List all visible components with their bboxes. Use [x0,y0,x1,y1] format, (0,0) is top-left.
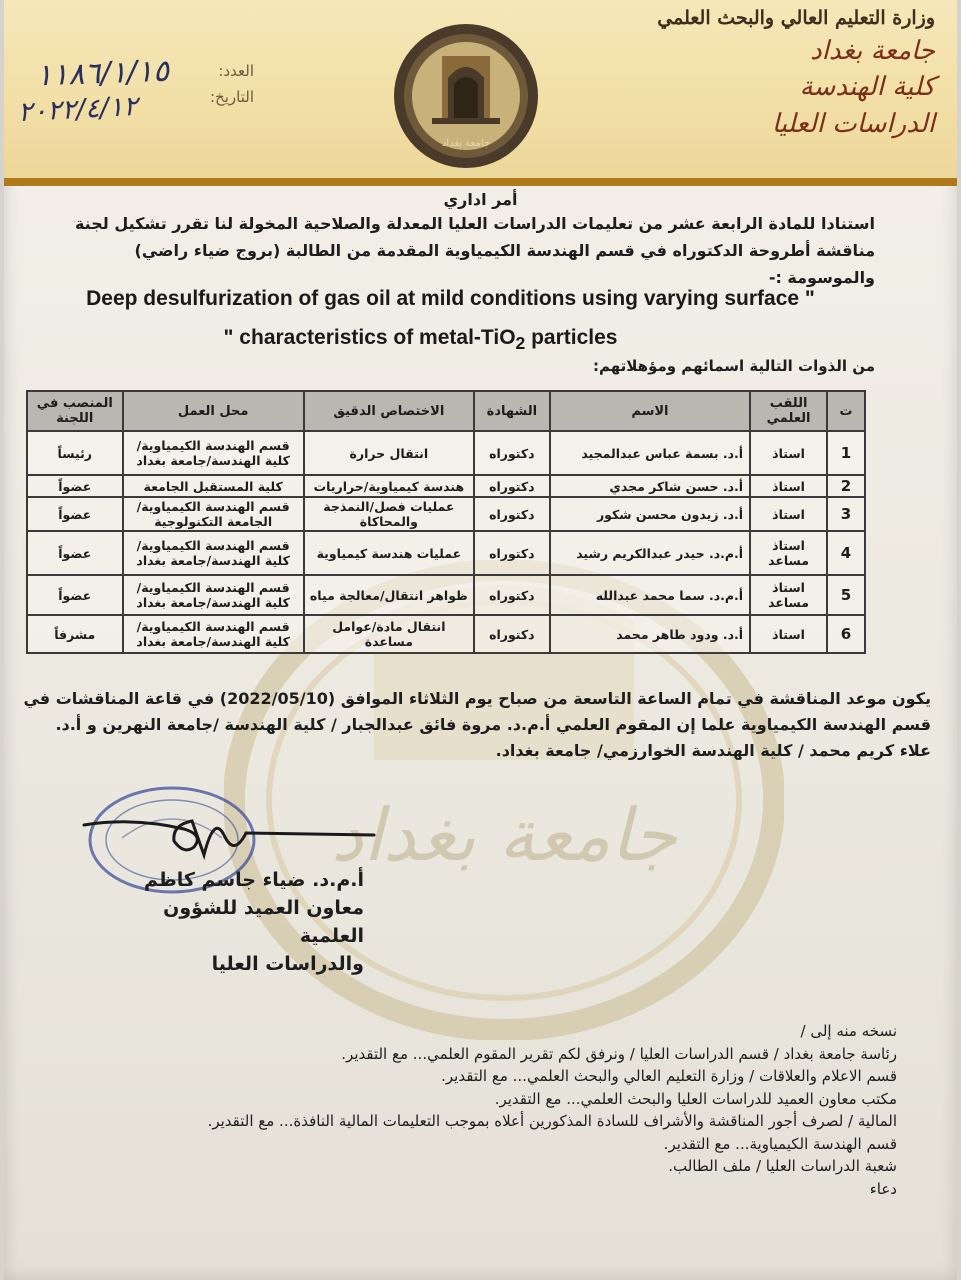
reference-labels [210,58,254,110]
cell-specialization: انتقال حرارة [304,431,474,475]
thesis-title-line2 [4,326,897,354]
department-name: الدراسات العليا [771,109,935,140]
cell-role: عضواً [27,531,123,575]
signature-icon [74,795,394,875]
cell-workplace: قسم الهندسة الكيمياوية/كلية الهندسة/جامعة بغداد [123,431,304,475]
cell-specialization: ظواهر انتقال/معالجة مياه [304,575,474,615]
cell-degree: دكتوراه [474,475,550,497]
list-item: شعبة الدراسات العليا / ملف الطالب. [668,1157,897,1175]
cell-name: أ.م.د. حيدر عبدالكريم رشيد [550,531,750,575]
list-item: مكتب معاون العميد للدراسات العليا والبحث العلمي... مع التقدير. [494,1089,897,1108]
ministry-name: وزارة التعليم العالي والبحث العلمي [657,7,935,29]
list-item: المالية / لصرف أجور المناقشة والأشراف للسادة المذكورين أعلاه بموجب التعليمات المالية النافذة... مع التقدير. [207,1112,897,1130]
cell-role: عضواً [27,497,123,531]
cell-name: أ.د. ودود طاهر محمد [550,615,750,653]
letterhead-institution [657,8,935,139]
cell-workplace: قسم الهندسة الكيمياوية/كلية الهندسة/جامعة بغداد [123,575,304,615]
college-name: كلية الهندسة [799,72,935,103]
copies-list [117,1020,897,1200]
thesis-title-line1: Deep desulfurization of gas oil at mild conditions using varying surface " [86,287,815,310]
col-header-title: اللقب العلمي [750,391,827,431]
table-row [27,531,865,575]
table-header-row [27,391,865,431]
table-row [27,615,865,653]
typist-initials: دعاء [869,1179,897,1198]
cell-specialization: هندسة كيمياوية/حراريات [304,475,474,497]
table-row [27,575,865,615]
cell-role: رئيساً [27,431,123,475]
thesis-title-line2-a: " characteristics of metal-TiO [223,326,516,349]
cell-name: أ.د. بسمة عباس عبدالمجيد [550,431,750,475]
number-label: العدد: [218,62,254,80]
cell-specialization: انتقال مادة/عوامل مساعدة [304,615,474,653]
list-item: رئاسة جامعة بغداد / قسم الدراسات العليا / ونرفق لكم تقرير المقوم العلمي... مع التقدير. [341,1044,897,1063]
cell-number: 1 [827,431,865,475]
university-logo-icon [392,22,540,170]
signer-block [114,866,364,978]
table-row [27,475,865,497]
cell-name: أ.م.د. سما محمد عبدالله [550,575,750,615]
signer-name: أ.م.د. ضياء جاسم كاظم [143,869,364,891]
cell-name: أ.د. زيدون محسن شكور [550,497,750,531]
reference-number-handwritten: ١١٨٦/١/١٥ [35,53,170,94]
letterhead-rule [4,184,957,186]
col-header-degree: الشهادة [474,391,550,431]
table-row [27,497,865,531]
order-paragraph: استنادا للمادة الرابعة عشر من تعليمات الدراسات العليا المعدلة والصلاحية المخولة لنا تقرر تشكيل لجنة مناقشة أطروحة الدكتوراه في قسم الهندسة الكيمياوية المقدمة من الطالبة (بروج ضياء راضي) والموسومة :- [74,214,875,287]
cell-degree: دكتوراه [474,431,550,475]
cell-specialization: عمليات فصل/النمذجة والمحاكاة [304,497,474,531]
cell-role: مشرفاً [27,615,123,653]
table-row [27,431,865,475]
signer-position-2: والدراسات العليا [211,953,364,975]
cell-degree: دكتوراه [474,531,550,575]
cell-number: 4 [827,531,865,575]
cell-number: 5 [827,575,865,615]
cell-workplace: كلية المستقبل الجامعة [123,475,304,497]
cell-workplace: قسم الهندسة الكيمياوية/كلية الهندسة/جامعة بغداد [123,615,304,653]
cell-number: 2 [827,475,865,497]
committee-intro: من الذوات التالية اسمائهم ومؤهلاتهم: [592,357,875,375]
defense-schedule-paragraph: يكون موعد المناقشة في تمام الساعة التاسعة من صباح يوم الثلاثاء الموافق (2022/05/10) في قاعة المناقشات في قسم الهندسة الكيمياوية علما إن المقوم العلمي أ.م.د. مروة فائق عبدالجبار / كلية الهندسة /جامعة النهرين و أ.د. علاء كريم محمد / كلية الهندسة الخوارزمي/ جامعة بغداد. [23,689,931,760]
cell-workplace: قسم الهندسة الكيمياوية/ الجامعة التكنولوجية [123,497,304,531]
thesis-title-subscript: 2 [515,333,526,354]
copies-heading: نسخه منه إلى / [800,1022,897,1040]
cell-title: استاذ مساعد [750,531,827,575]
col-header-number: ت [827,391,865,431]
signer-position: معاون العميد للشؤون العلمية [163,897,364,947]
thesis-title-line2-b: particles [525,326,618,349]
col-header-specialization: الاختصاص الدقيق [304,391,474,431]
cell-title: استاذ مساعد [750,575,827,615]
cell-role: عضواً [27,475,123,497]
list-item: قسم الهندسة الكيمياوية... مع التقدير. [663,1134,897,1153]
document-page [4,0,957,1280]
university-name: جامعة بغداد [810,35,935,66]
cell-degree: دكتوراه [474,575,550,615]
cell-degree: دكتوراه [474,615,550,653]
cell-number: 3 [827,497,865,531]
cell-title: استاذ [750,475,827,497]
cell-name: أ.د. حسن شاكر مجدي [550,475,750,497]
date-label: التاريخ: [210,88,254,106]
cell-degree: دكتوراه [474,497,550,531]
cell-title: استاذ [750,615,827,653]
cell-role: عضواً [27,575,123,615]
col-header-name: الاسم [550,391,750,431]
cell-title: استاذ [750,497,827,531]
cell-specialization: عمليات هندسة كيمياوية [304,531,474,575]
logo-caption: جامعة بغداد [441,138,491,149]
cell-number: 6 [827,615,865,653]
cell-title: استاذ [750,431,827,475]
svg-text:جامعة بغداد: جامعة بغداد [331,793,677,877]
reference-date-handwritten: ٢٠٢٢/٤/١٢ [17,90,139,129]
order-title: أمر اداري [443,190,518,209]
col-header-workplace: محل العمل [123,391,304,431]
col-header-role: المنصب في اللجنة [27,391,123,431]
cell-workplace: قسم الهندسة الكيمياوية/كلية الهندسة/جامعة بغداد [123,531,304,575]
list-item: قسم الاعلام والعلاقات / وزارة التعليم العالي والبحث العلمي... مع التقدير. [441,1067,897,1085]
committee-table [26,390,866,654]
